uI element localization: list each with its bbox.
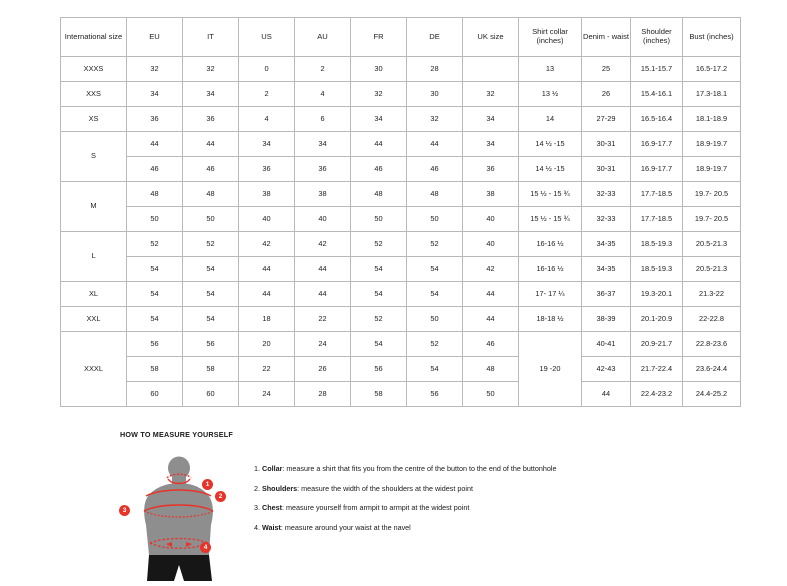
measure-step-2 xyxy=(254,485,556,494)
cell-uk: 42 xyxy=(463,257,519,282)
torso-diagram-icon xyxy=(120,455,240,581)
measurement-figure xyxy=(120,455,240,581)
cell-au: 22 xyxy=(295,307,351,332)
table-body xyxy=(61,57,741,407)
cell-de: 46 xyxy=(407,157,463,182)
column-header-us: US xyxy=(239,18,295,57)
cell-au: 6 xyxy=(295,107,351,132)
cell-fr: 52 xyxy=(351,232,407,257)
cell-collar: 13 xyxy=(519,57,582,82)
cell-it: 34 xyxy=(183,82,239,107)
cell-collar: 14 xyxy=(519,107,582,132)
callout-bullet-1: 1 xyxy=(202,479,213,490)
column-header-au: AU xyxy=(295,18,351,57)
cell-uk: 40 xyxy=(463,232,519,257)
cell-uk: 46 xyxy=(463,332,519,357)
cell-us: 44 xyxy=(239,282,295,307)
cell-bust: 17.3-18.1 xyxy=(683,82,741,107)
table-row xyxy=(61,107,741,132)
table-row xyxy=(61,207,741,232)
cell-it: 54 xyxy=(183,307,239,332)
table-row xyxy=(61,257,741,282)
cell-collar: 16-16 ½ xyxy=(519,257,582,282)
cell-eu: 56 xyxy=(127,332,183,357)
cell-shoulder: 15.4-16.1 xyxy=(631,82,683,107)
cell-it: 60 xyxy=(183,382,239,407)
cell-denim: 42-43 xyxy=(582,357,631,382)
cell-de: 54 xyxy=(407,257,463,282)
cell-uk: 38 xyxy=(463,182,519,207)
column-header-international-size: International size xyxy=(61,18,127,57)
cell-denim: 32-33 xyxy=(582,207,631,232)
cell-us: 0 xyxy=(239,57,295,82)
cell-uk: 34 xyxy=(463,107,519,132)
cell-fr: 30 xyxy=(351,57,407,82)
cell-fr: 50 xyxy=(351,207,407,232)
measure-steps-list xyxy=(254,455,556,544)
cell-collar: 15 ½ - 15 ¾ xyxy=(519,207,582,232)
cell-shoulder: 15.1-15.7 xyxy=(631,57,683,82)
cell-au: 28 xyxy=(295,382,351,407)
cell-eu: 54 xyxy=(127,257,183,282)
size-chart-table xyxy=(60,17,741,407)
table-row xyxy=(61,357,741,382)
table-row xyxy=(61,307,741,332)
cell-it: 50 xyxy=(183,207,239,232)
cell-denim: 25 xyxy=(582,57,631,82)
cell-us: 38 xyxy=(239,182,295,207)
cell-au: 38 xyxy=(295,182,351,207)
measure-step-4-text: : measure around your waist at the navel xyxy=(280,522,411,532)
cell-it: 46 xyxy=(183,157,239,182)
cell-international-size: XXXL xyxy=(61,332,127,407)
cell-de: 30 xyxy=(407,82,463,107)
measure-step-2-number: 2. xyxy=(254,483,260,493)
cell-de: 28 xyxy=(407,57,463,82)
measure-step-1-text: : measure a shirt that fits you from the centre of the button to the end of the buttonhole xyxy=(282,464,557,473)
cell-eu: 46 xyxy=(127,157,183,182)
cell-de: 44 xyxy=(407,132,463,157)
cell-it: 58 xyxy=(183,357,239,382)
cell-de: 50 xyxy=(407,207,463,232)
cell-it: 52 xyxy=(183,232,239,257)
cell-uk: 34 xyxy=(463,132,519,157)
cell-us: 44 xyxy=(239,257,295,282)
cell-fr: 44 xyxy=(351,132,407,157)
cell-bust: 18.9-19.7 xyxy=(683,132,741,157)
cell-au: 34 xyxy=(295,132,351,157)
cell-de: 52 xyxy=(407,332,463,357)
cell-us: 2 xyxy=(239,82,295,107)
column-header-eu: EU xyxy=(127,18,183,57)
cell-shoulder: 22.4-23.2 xyxy=(631,382,683,407)
cell-denim: 34-35 xyxy=(582,232,631,257)
cell-eu: 54 xyxy=(127,307,183,332)
cell-fr: 58 xyxy=(351,382,407,407)
cell-de: 54 xyxy=(407,282,463,307)
cell-international-size: XXS xyxy=(61,82,127,107)
table-row xyxy=(61,182,741,207)
column-header-denim-waist: Denim - waist xyxy=(582,18,631,57)
cell-au: 26 xyxy=(295,357,351,382)
column-header-fr: FR xyxy=(351,18,407,57)
cell-fr: 32 xyxy=(351,82,407,107)
measure-step-1-number: 1. xyxy=(254,464,260,473)
cell-fr: 48 xyxy=(351,182,407,207)
cell-uk: 32 xyxy=(463,82,519,107)
cell-shoulder: 18.5-19.3 xyxy=(631,257,683,282)
cell-fr: 52 xyxy=(351,307,407,332)
cell-it: 54 xyxy=(183,282,239,307)
cell-eu: 54 xyxy=(127,282,183,307)
cell-us: 20 xyxy=(239,332,295,357)
cell-bust: 20.5-21.3 xyxy=(683,232,741,257)
cell-au: 40 xyxy=(295,207,351,232)
cell-bust: 22.8-23.6 xyxy=(683,332,741,357)
measure-step-1 xyxy=(254,465,556,474)
cell-eu: 32 xyxy=(127,57,183,82)
column-header-it: IT xyxy=(183,18,239,57)
cell-de: 56 xyxy=(407,382,463,407)
table-row xyxy=(61,382,741,407)
cell-uk: 40 xyxy=(463,207,519,232)
cell-denim: 40-41 xyxy=(582,332,631,357)
cell-uk: 50 xyxy=(463,382,519,407)
cell-shoulder: 20.9-21.7 xyxy=(631,332,683,357)
cell-us: 40 xyxy=(239,207,295,232)
cell-collar: 13 ½ xyxy=(519,82,582,107)
cell-it: 56 xyxy=(183,332,239,357)
cell-denim: 27-29 xyxy=(582,107,631,132)
column-header-shoulder: Shoulder (inches) xyxy=(631,18,683,57)
cell-au: 36 xyxy=(295,157,351,182)
cell-uk: 48 xyxy=(463,357,519,382)
table-header-row xyxy=(61,18,741,57)
measure-step-4-term: Waist xyxy=(262,522,281,532)
cell-bust: 23.6-24.4 xyxy=(683,357,741,382)
cell-bust: 20.5-21.3 xyxy=(683,257,741,282)
cell-denim: 38-39 xyxy=(582,307,631,332)
cell-shoulder: 17.7-18.5 xyxy=(631,182,683,207)
callout-bullet-3: 3 xyxy=(119,505,130,516)
cell-fr: 54 xyxy=(351,332,407,357)
column-header-shirt-collar: Shirt collar (inches) xyxy=(519,18,582,57)
cell-denim: 34-35 xyxy=(582,257,631,282)
cell-bust: 19.7- 20.5 xyxy=(683,182,741,207)
cell-shoulder: 16.5-16.4 xyxy=(631,107,683,132)
cell-fr: 46 xyxy=(351,157,407,182)
cell-shoulder: 16.9-17.7 xyxy=(631,132,683,157)
table-row xyxy=(61,57,741,82)
callout-bullet-4: 4 xyxy=(200,542,211,553)
cell-fr: 56 xyxy=(351,357,407,382)
cell-international-size: XXXS xyxy=(61,57,127,82)
cell-denim: 30-31 xyxy=(582,132,631,157)
cell-au: 4 xyxy=(295,82,351,107)
cell-collar: 19 -20 xyxy=(519,332,582,407)
column-header-uk-size: UK size xyxy=(463,18,519,57)
how-to-measure-section xyxy=(120,430,760,581)
cell-au: 44 xyxy=(295,257,351,282)
cell-au: 2 xyxy=(295,57,351,82)
cell-shoulder: 20.1-20.9 xyxy=(631,307,683,332)
cell-de: 48 xyxy=(407,182,463,207)
cell-shoulder: 21.7-22.4 xyxy=(631,357,683,382)
cell-us: 42 xyxy=(239,232,295,257)
cell-bust: 22-22.8 xyxy=(683,307,741,332)
table-row xyxy=(61,132,741,157)
table-row xyxy=(61,282,741,307)
cell-bust: 18.1-18.9 xyxy=(683,107,741,132)
table-row xyxy=(61,82,741,107)
measure-step-4-number: 4. xyxy=(254,522,260,532)
cell-collar: 16-16 ½ xyxy=(519,232,582,257)
cell-de: 52 xyxy=(407,232,463,257)
cell-au: 24 xyxy=(295,332,351,357)
cell-uk: 44 xyxy=(463,282,519,307)
cell-fr: 54 xyxy=(351,257,407,282)
cell-fr: 54 xyxy=(351,282,407,307)
cell-international-size: XL xyxy=(61,282,127,307)
cell-collar: 14 ½ -15 xyxy=(519,157,582,182)
cell-international-size: XS xyxy=(61,107,127,132)
cell-de: 50 xyxy=(407,307,463,332)
measure-step-4 xyxy=(254,524,556,533)
cell-collar: 15 ½ - 15 ¾ xyxy=(519,182,582,207)
cell-us: 34 xyxy=(239,132,295,157)
cell-it: 36 xyxy=(183,107,239,132)
cell-us: 18 xyxy=(239,307,295,332)
measure-step-3 xyxy=(254,504,556,513)
measure-step-3-term: Chest xyxy=(262,503,282,513)
table-row xyxy=(61,232,741,257)
cell-de: 54 xyxy=(407,357,463,382)
cell-eu: 50 xyxy=(127,207,183,232)
cell-uk: 36 xyxy=(463,157,519,182)
cell-international-size: S xyxy=(61,132,127,182)
cell-international-size: M xyxy=(61,182,127,232)
cell-fr: 34 xyxy=(351,107,407,132)
cell-bust: 19.7- 20.5 xyxy=(683,207,741,232)
cell-bust: 21.3-22 xyxy=(683,282,741,307)
callout-bullet-2: 2 xyxy=(215,491,226,502)
cell-eu: 44 xyxy=(127,132,183,157)
cell-eu: 58 xyxy=(127,357,183,382)
table-row xyxy=(61,157,741,182)
cell-collar: 17- 17 ¼ xyxy=(519,282,582,307)
cell-collar: 18-18 ½ xyxy=(519,307,582,332)
cell-uk xyxy=(463,57,519,82)
cell-denim: 26 xyxy=(582,82,631,107)
cell-bust: 16.5-17.2 xyxy=(683,57,741,82)
cell-bust: 18.9-19.7 xyxy=(683,157,741,182)
cell-shoulder: 18.5-19.3 xyxy=(631,232,683,257)
cell-it: 54 xyxy=(183,257,239,282)
cell-shoulder: 16.9-17.7 xyxy=(631,157,683,182)
cell-denim: 36-37 xyxy=(582,282,631,307)
cell-us: 24 xyxy=(239,382,295,407)
cell-it: 44 xyxy=(183,132,239,157)
cell-denim: 44 xyxy=(582,382,631,407)
cell-shoulder: 19.3-20.1 xyxy=(631,282,683,307)
measure-step-1-term: Collar xyxy=(262,464,283,473)
cell-it: 48 xyxy=(183,182,239,207)
cell-us: 36 xyxy=(239,157,295,182)
cell-de: 32 xyxy=(407,107,463,132)
cell-denim: 30-31 xyxy=(582,157,631,182)
cell-eu: 60 xyxy=(127,382,183,407)
measure-step-3-number: 3. xyxy=(254,503,260,513)
how-to-measure-title: HOW TO MEASURE YOURSELF xyxy=(120,430,233,439)
cell-eu: 34 xyxy=(127,82,183,107)
cell-au: 44 xyxy=(295,282,351,307)
cell-shoulder: 17.7-18.5 xyxy=(631,207,683,232)
cell-eu: 36 xyxy=(127,107,183,132)
cell-au: 42 xyxy=(295,232,351,257)
cell-eu: 48 xyxy=(127,182,183,207)
measure-step-2-term: Shoulders xyxy=(262,483,298,493)
cell-us: 4 xyxy=(239,107,295,132)
cell-international-size: L xyxy=(61,232,127,282)
measure-step-3-text: : measure yourself from armpit to armpit at the widest point xyxy=(281,503,470,513)
measure-step-2-text: : measure the width of the shoulders at the widest point xyxy=(297,483,473,493)
cell-bust: 24.4-25.2 xyxy=(683,382,741,407)
table-row xyxy=(61,332,741,357)
cell-denim: 32-33 xyxy=(582,182,631,207)
cell-it: 32 xyxy=(183,57,239,82)
cell-collar: 14 ½ -15 xyxy=(519,132,582,157)
cell-uk: 44 xyxy=(463,307,519,332)
cell-international-size: XXL xyxy=(61,307,127,332)
cell-eu: 52 xyxy=(127,232,183,257)
column-header-bust: Bust (inches) xyxy=(683,18,741,57)
cell-us: 22 xyxy=(239,357,295,382)
column-header-de: DE xyxy=(407,18,463,57)
